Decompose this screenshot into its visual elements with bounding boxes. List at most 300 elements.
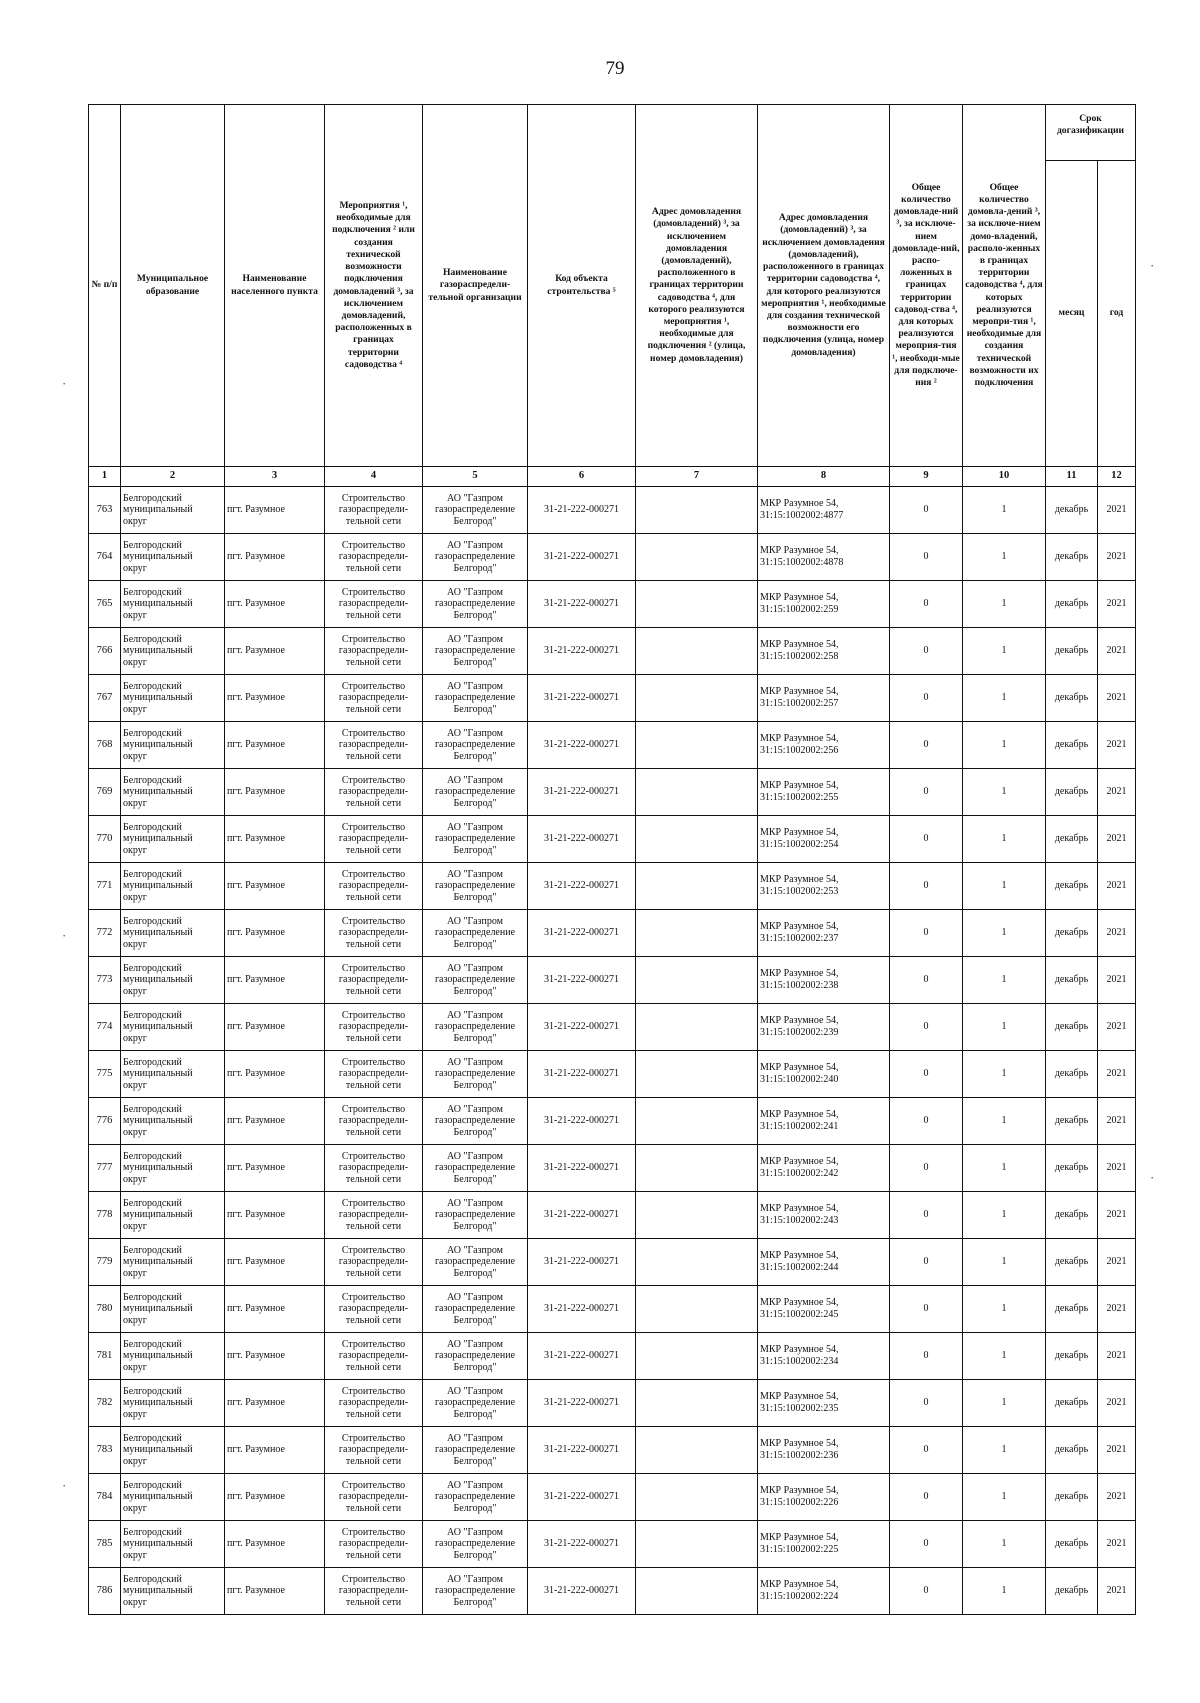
cell-line: газораспредели- [338, 1585, 409, 1597]
table-row [89, 1333, 1136, 1380]
cell-line: МКР Разумное 54, [760, 1250, 839, 1262]
cell-line: 31:15:1002002:255 [760, 792, 839, 803]
address-connection-cell [636, 816, 758, 863]
object-code-cell: 31-21-222-000271 [528, 957, 636, 1004]
cell-line: Белгород" [453, 891, 497, 903]
cell-line: МКР Разумное 54, [760, 1297, 839, 1309]
month-cell: декабрь [1046, 1380, 1098, 1427]
cell-line: газораспределение [434, 1256, 516, 1268]
cell-line: округ [123, 1502, 147, 1514]
count-connection-cell: 0 [890, 628, 963, 675]
count-technical-cell: 1 [963, 910, 1046, 957]
measure-cell [325, 863, 423, 910]
municipality-cell [121, 816, 225, 863]
month-cell: декабрь [1046, 1333, 1098, 1380]
object-code-cell: 31-21-222-000271 [528, 1427, 636, 1474]
cell-line: Белгород" [453, 1361, 497, 1373]
year-cell: 2021 [1098, 1239, 1136, 1286]
address-connection-cell [636, 1239, 758, 1286]
count-technical-cell: 1 [963, 769, 1046, 816]
object-code-cell: 31-21-222-000271 [528, 1286, 636, 1333]
cell-line: АО "Газпром [447, 1479, 503, 1491]
month-cell: декабрь [1046, 1239, 1098, 1286]
cell-line: МКР Разумное 54, [760, 686, 839, 698]
measure-cell [325, 487, 423, 534]
year-cell: 2021 [1098, 1521, 1136, 1568]
cell-line: газораспределение [434, 1444, 516, 1456]
header-num: № п/п [89, 105, 121, 467]
year-cell: 2021 [1098, 1286, 1136, 1333]
cell-line: газораспределение [434, 1303, 516, 1315]
address-technical-cell [758, 1474, 890, 1521]
cell-line: Строительство [341, 1338, 406, 1350]
municipality-cell [121, 1474, 225, 1521]
year-cell: 2021 [1098, 1427, 1136, 1474]
column-number: 12 [1098, 467, 1136, 487]
cell-line: муниципальный [123, 1350, 193, 1362]
cell-line: АО "Газпром [447, 1291, 503, 1303]
count-technical-cell: 1 [963, 1098, 1046, 1145]
column-numbers-row [89, 467, 1136, 487]
gas-org-cell [423, 581, 528, 628]
count-technical-cell: 1 [963, 534, 1046, 581]
cell-line: округ [123, 891, 147, 903]
measure-cell [325, 1474, 423, 1521]
cell-line: Строительство [341, 1385, 406, 1397]
cell-line: Белгородский [123, 1479, 182, 1491]
table-row [89, 1192, 1136, 1239]
row-number: 763 [89, 487, 121, 534]
cell-line: 31:15:1002002:226 [760, 1497, 839, 1508]
count-connection-cell: 0 [890, 1192, 963, 1239]
count-connection-cell: 0 [890, 1380, 963, 1427]
table-row [89, 816, 1136, 863]
address-connection-cell [636, 722, 758, 769]
count-technical-cell: 1 [963, 957, 1046, 1004]
count-connection-cell: 0 [890, 1098, 963, 1145]
address-connection-cell [636, 1380, 758, 1427]
count-connection-cell: 0 [890, 769, 963, 816]
table-row [89, 957, 1136, 1004]
cell-line: АО "Газпром [447, 633, 503, 645]
cell-line: АО "Газпром [447, 868, 503, 880]
cell-line: АО "Газпром [447, 727, 503, 739]
municipality-cell [121, 1004, 225, 1051]
cell-line: муниципальный [123, 1397, 193, 1409]
measure-cell [325, 1145, 423, 1192]
address-technical-cell [758, 722, 890, 769]
cell-line: округ [123, 1220, 147, 1232]
count-technical-cell: 1 [963, 628, 1046, 675]
object-code-cell: 31-21-222-000271 [528, 1239, 636, 1286]
row-number: 784 [89, 1474, 121, 1521]
cell-line: Белгородский [123, 1291, 182, 1303]
cell-line: 31:15:1002002:254 [760, 839, 839, 850]
month-cell: декабрь [1046, 487, 1098, 534]
object-code-cell: 31-21-222-000271 [528, 1474, 636, 1521]
cell-line: Строительство [341, 1103, 406, 1115]
object-code-cell: 31-21-222-000271 [528, 863, 636, 910]
gas-org-cell [423, 1474, 528, 1521]
cell-line: АО "Газпром [447, 1573, 503, 1585]
column-number: 3 [225, 467, 325, 487]
count-technical-cell: 1 [963, 1333, 1046, 1380]
address-connection-cell [636, 1004, 758, 1051]
year-cell: 2021 [1098, 1098, 1136, 1145]
cell-line: газораспределение [434, 927, 516, 939]
address-connection-cell [636, 487, 758, 534]
cell-line: муниципальный [123, 551, 193, 563]
locality-cell: пгт. Разумное [225, 581, 325, 628]
cell-line: Белгородский [123, 680, 182, 692]
cell-line: газораспредели- [338, 1350, 409, 1362]
month-cell: декабрь [1046, 1521, 1098, 1568]
scan-mark: · [62, 928, 67, 943]
count-connection-cell: 0 [890, 1568, 963, 1615]
cell-line: газораспределение [434, 504, 516, 516]
municipality-cell [121, 1427, 225, 1474]
address-connection-cell [636, 675, 758, 722]
cell-line: Белгородский [123, 1244, 182, 1256]
municipality-cell [121, 1380, 225, 1427]
month-cell: декабрь [1046, 1427, 1098, 1474]
month-cell: декабрь [1046, 863, 1098, 910]
cell-line: МКР Разумное 54, [760, 874, 839, 886]
locality-cell: пгт. Разумное [225, 769, 325, 816]
cell-line: муниципальный [123, 504, 193, 516]
measure-cell [325, 722, 423, 769]
cell-line: МКР Разумное 54, [760, 780, 839, 792]
cell-line: АО "Газпром [447, 539, 503, 551]
cell-line: газораспределение [434, 1209, 516, 1221]
cell-line: Строительство [341, 1573, 406, 1585]
object-code-cell: 31-21-222-000271 [528, 1145, 636, 1192]
address-technical-cell [758, 1051, 890, 1098]
count-connection-cell: 0 [890, 1239, 963, 1286]
address-technical-cell [758, 1568, 890, 1615]
cell-line: тельной сети [345, 1267, 402, 1279]
table-row [89, 1004, 1136, 1051]
cell-line: Белгород" [453, 1079, 497, 1091]
cell-line: Белгород" [453, 656, 497, 668]
municipality-cell [121, 910, 225, 957]
cell-line: 31:15:1002002:237 [760, 933, 839, 944]
row-number: 764 [89, 534, 121, 581]
cell-line: Белгород" [453, 844, 497, 856]
cell-line: Белгородский [123, 1385, 182, 1397]
month-cell: декабрь [1046, 1568, 1098, 1615]
header-object-code: Код объекта строительства ⁵ [528, 105, 636, 467]
cell-line: муниципальный [123, 1538, 193, 1550]
gas-org-cell [423, 628, 528, 675]
cell-line: 31:15:1002002:241 [760, 1121, 839, 1132]
cell-line: муниципальный [123, 1021, 193, 1033]
row-number: 769 [89, 769, 121, 816]
table-row [89, 1568, 1136, 1615]
cell-line: Строительство [341, 1056, 406, 1068]
address-connection-cell [636, 1098, 758, 1145]
cell-line: АО "Газпром [447, 1150, 503, 1162]
row-number: 785 [89, 1521, 121, 1568]
gas-org-cell [423, 1286, 528, 1333]
cell-line: 31:15:1002002:243 [760, 1215, 839, 1226]
municipality-cell [121, 1333, 225, 1380]
month-cell: декабрь [1046, 628, 1098, 675]
measure-cell [325, 1192, 423, 1239]
cell-line: Строительство [341, 1291, 406, 1303]
measure-cell [325, 957, 423, 1004]
gas-org-cell [423, 1521, 528, 1568]
cell-line: округ [123, 1314, 147, 1326]
cell-line: МКР Разумное 54, [760, 1109, 839, 1121]
month-cell: декабрь [1046, 1098, 1098, 1145]
municipality-cell [121, 863, 225, 910]
year-cell: 2021 [1098, 910, 1136, 957]
table-row [89, 628, 1136, 675]
cell-line: тельной сети [345, 703, 402, 715]
address-technical-cell [758, 910, 890, 957]
row-number: 776 [89, 1098, 121, 1145]
locality-cell: пгт. Разумное [225, 628, 325, 675]
municipality-cell [121, 1568, 225, 1615]
cell-line: Белгородский [123, 1526, 182, 1538]
gas-org-cell [423, 957, 528, 1004]
cell-line: Белгородский [123, 1338, 182, 1350]
cell-line: газораспределение [434, 551, 516, 563]
object-code-cell: 31-21-222-000271 [528, 1004, 636, 1051]
cell-line: газораспредели- [338, 1256, 409, 1268]
cell-line: 31:15:1002002:244 [760, 1262, 839, 1273]
object-code-cell: 31-21-222-000271 [528, 675, 636, 722]
row-number: 768 [89, 722, 121, 769]
cell-line: МКР Разумное 54, [760, 639, 839, 651]
address-technical-cell [758, 581, 890, 628]
table-row [89, 1474, 1136, 1521]
cell-line: округ [123, 1173, 147, 1185]
measure-cell [325, 534, 423, 581]
count-connection-cell: 0 [890, 910, 963, 957]
locality-cell: пгт. Разумное [225, 487, 325, 534]
gas-org-cell [423, 675, 528, 722]
month-cell: декабрь [1046, 910, 1098, 957]
count-technical-cell: 1 [963, 1051, 1046, 1098]
month-cell: декабрь [1046, 816, 1098, 863]
locality-cell: пгт. Разумное [225, 1098, 325, 1145]
cell-line: АО "Газпром [447, 962, 503, 974]
count-connection-cell: 0 [890, 816, 963, 863]
month-cell: декабрь [1046, 769, 1098, 816]
measure-cell [325, 628, 423, 675]
cell-line: муниципальный [123, 786, 193, 798]
cell-line: 31:15:1002002:239 [760, 1027, 839, 1038]
count-connection-cell: 0 [890, 1521, 963, 1568]
header-deadline-group: Срок догазификации [1046, 105, 1136, 161]
measure-cell [325, 1427, 423, 1474]
cell-line: Белгородский [123, 868, 182, 880]
cell-line: муниципальный [123, 833, 193, 845]
municipality-cell [121, 1098, 225, 1145]
cell-line: Белгород" [453, 1549, 497, 1561]
cell-line: тельной сети [345, 750, 402, 762]
cell-line: газораспредели- [338, 1397, 409, 1409]
table-row [89, 534, 1136, 581]
cell-line: округ [123, 844, 147, 856]
address-connection-cell [636, 1051, 758, 1098]
table-row [89, 1051, 1136, 1098]
municipality-cell [121, 722, 225, 769]
count-connection-cell: 0 [890, 487, 963, 534]
municipality-cell [121, 628, 225, 675]
column-number: 6 [528, 467, 636, 487]
row-number: 781 [89, 1333, 121, 1380]
gasification-table [88, 104, 1136, 1615]
cell-line: 31:15:1002002:245 [760, 1309, 839, 1320]
cell-line: газораспределение [434, 880, 516, 892]
cell-line: тельной сети [345, 1173, 402, 1185]
table-row [89, 910, 1136, 957]
gas-org-cell [423, 1239, 528, 1286]
year-cell: 2021 [1098, 1380, 1136, 1427]
count-connection-cell: 0 [890, 957, 963, 1004]
cell-line: 31:15:1002002:242 [760, 1168, 839, 1179]
cell-line: газораспределение [434, 598, 516, 610]
cell-line: Белгород" [453, 609, 497, 621]
cell-line: 31:15:1002002:256 [760, 745, 839, 756]
year-cell: 2021 [1098, 581, 1136, 628]
locality-cell: пгт. Разумное [225, 1286, 325, 1333]
table-row [89, 1380, 1136, 1427]
cell-line: газораспределение [434, 974, 516, 986]
cell-line: газораспредели- [338, 1068, 409, 1080]
cell-line: газораспредели- [338, 504, 409, 516]
measure-cell [325, 1333, 423, 1380]
cell-line: 31:15:1002002:236 [760, 1450, 839, 1461]
cell-line: Строительство [341, 915, 406, 927]
cell-line: тельной сети [345, 985, 402, 997]
column-number: 11 [1046, 467, 1098, 487]
cell-line: Строительство [341, 1197, 406, 1209]
count-connection-cell: 0 [890, 1286, 963, 1333]
column-number: 4 [325, 467, 423, 487]
cell-line: Строительство [341, 774, 406, 786]
gas-org-cell [423, 1427, 528, 1474]
cell-line: Белгородский [123, 1150, 182, 1162]
cell-line: муниципальный [123, 1256, 193, 1268]
count-connection-cell: 0 [890, 581, 963, 628]
column-number: 1 [89, 467, 121, 487]
column-number: 10 [963, 467, 1046, 487]
cell-line: АО "Газпром [447, 1526, 503, 1538]
year-cell: 2021 [1098, 1051, 1136, 1098]
gas-org-cell [423, 1380, 528, 1427]
cell-line: МКР Разумное 54, [760, 1485, 839, 1497]
cell-line: МКР Разумное 54, [760, 1344, 839, 1356]
address-technical-cell [758, 863, 890, 910]
gas-org-cell [423, 1333, 528, 1380]
row-number: 780 [89, 1286, 121, 1333]
locality-cell: пгт. Разумное [225, 1192, 325, 1239]
cell-line: тельной сети [345, 797, 402, 809]
cell-line: Белгородский [123, 586, 182, 598]
locality-cell: пгт. Разумное [225, 910, 325, 957]
cell-line: газораспределение [434, 833, 516, 845]
year-cell: 2021 [1098, 722, 1136, 769]
cell-line: газораспредели- [338, 1444, 409, 1456]
cell-line: МКР Разумное 54, [760, 968, 839, 980]
cell-line: газораспредели- [338, 786, 409, 798]
year-cell: 2021 [1098, 487, 1136, 534]
row-number: 771 [89, 863, 121, 910]
measure-cell [325, 581, 423, 628]
address-connection-cell [636, 1521, 758, 1568]
cell-line: АО "Газпром [447, 1103, 503, 1115]
cell-line: муниципальный [123, 927, 193, 939]
cell-line: тельной сети [345, 1549, 402, 1561]
locality-cell: пгт. Разумное [225, 1521, 325, 1568]
cell-line: газораспредели- [338, 927, 409, 939]
gas-org-cell [423, 1051, 528, 1098]
cell-line: АО "Газпром [447, 915, 503, 927]
locality-cell: пгт. Разумное [225, 1239, 325, 1286]
table-row [89, 722, 1136, 769]
measure-cell [325, 1380, 423, 1427]
cell-line: 31:15:1002002:224 [760, 1591, 839, 1602]
cell-line: округ [123, 1408, 147, 1420]
cell-line: округ [123, 1032, 147, 1044]
cell-line: МКР Разумное 54, [760, 1532, 839, 1544]
cell-line: 31:15:1002002:4878 [760, 557, 844, 568]
locality-cell: пгт. Разумное [225, 957, 325, 1004]
cell-line: Белгородский [123, 1103, 182, 1115]
cell-line: 31:15:1002002:240 [760, 1074, 839, 1085]
cell-line: муниципальный [123, 598, 193, 610]
cell-line: газораспредели- [338, 598, 409, 610]
cell-line: МКР Разумное 54, [760, 733, 839, 745]
cell-line: Белгородский [123, 727, 182, 739]
header-address-connection: Адрес домовладения (домовладений) ³, за исключением домовладения (домовладений), расположенного в границах территории садоводства ⁴, для которого реализуются мероприятия ¹, необходимые для подключения ² (улица, номер домовладения) [636, 105, 758, 467]
cell-line: Белгородский [123, 1573, 182, 1585]
cell-line: МКР Разумное 54, [760, 545, 839, 557]
address-technical-cell [758, 1192, 890, 1239]
cell-line: Белгород" [453, 1502, 497, 1514]
scan-mark: · [62, 1478, 67, 1493]
count-technical-cell: 1 [963, 1192, 1046, 1239]
cell-line: Белгород" [453, 938, 497, 950]
cell-line: газораспределение [434, 1021, 516, 1033]
address-technical-cell [758, 1427, 890, 1474]
table-header [89, 105, 1136, 487]
address-technical-cell [758, 1239, 890, 1286]
cell-line: газораспределение [434, 1397, 516, 1409]
cell-line: газораспредели- [338, 1303, 409, 1315]
header-address-technical: Адрес домовладения (домовладений) ³, за исключением домовладения (домовладений), расположенного в границах территории садоводства ⁴, для которого реализуются мероприятия ¹, необходимые для создания технической возможности его подключения (улица, номер домовладения) [758, 105, 890, 467]
row-number: 778 [89, 1192, 121, 1239]
cell-line: 31:15:1002002:257 [760, 698, 839, 709]
address-connection-cell [636, 1427, 758, 1474]
locality-cell: пгт. Разумное [225, 1380, 325, 1427]
cell-line: газораспределение [434, 1068, 516, 1080]
cell-line: 31:15:1002002:225 [760, 1544, 839, 1555]
gas-org-cell [423, 1568, 528, 1615]
cell-line: Строительство [341, 1526, 406, 1538]
column-number: 8 [758, 467, 890, 487]
cell-line: Белгород" [453, 562, 497, 574]
object-code-cell: 31-21-222-000271 [528, 1333, 636, 1380]
cell-line: муниципальный [123, 692, 193, 704]
address-connection-cell [636, 1568, 758, 1615]
measure-cell [325, 1239, 423, 1286]
count-technical-cell: 1 [963, 722, 1046, 769]
